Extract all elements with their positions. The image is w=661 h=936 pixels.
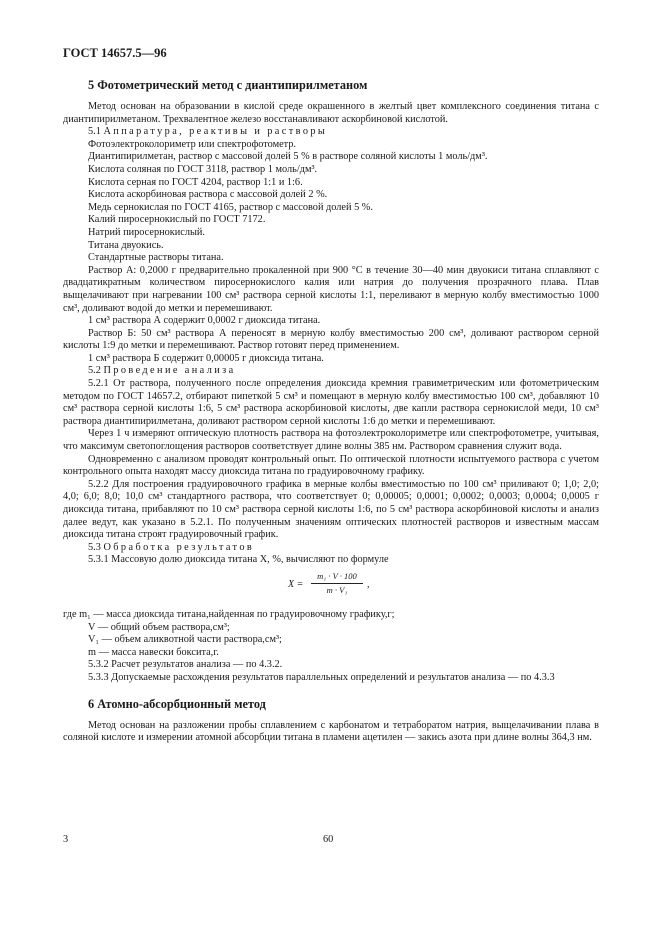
formula-tail: ,: [367, 578, 370, 590]
reagent-item: Кислота серная по ГОСТ 4204, раствор 1:1 и 1:6.: [88, 176, 303, 188]
paragraph-5-3-1: 5.3.1 Массовую долю диоксида титана X, %, вычисляют по формуле: [88, 554, 389, 566]
subsection-5-1-heading: [63, 126, 599, 139]
formula: [63, 569, 599, 603]
reagent-item: Диантипирилметан, раствор с массовой долей 5 % в растворе соляной кислоты 1 моль/дм³.: [88, 151, 488, 163]
solution-b-note: 1 см³ раствора Б содержит 0,00005 г диоксида титана.: [88, 352, 324, 364]
subsection-title: Обработка результатов: [103, 541, 255, 553]
where-item: V — общий объем раствора,см³;: [88, 621, 230, 633]
solution-b-paragraph: Раствор Б: 50 см³ раствора А переносят в мерную колбу вместимостью 200 см³, доливают раствором серной кислоты 1:9 до метки и перемешивают. Раствор готовят перед применением.: [63, 327, 599, 352]
fraction-bar: [311, 583, 363, 584]
formula-numerator: m₁ · V · 100: [317, 570, 357, 581]
reagent-item: Стандартные растворы титана.: [88, 252, 224, 264]
subsection-title: Аппаратура, реактивы и растворы: [103, 126, 328, 138]
subsection-number: 5.3: [88, 541, 104, 553]
footer-left-number: 3: [63, 834, 69, 845]
formula-lhs: X =: [288, 578, 304, 590]
paragraph-control-test: Одновременно с анализом проводят контрольный опыт. По оптической плотности испытуемого раствора с учетом контрольного опыта находят массу диоксида титана по градуировочному графику.: [63, 453, 599, 478]
reagent-item: Кислота соляная по ГОСТ 3118, раствор 1 моль/дм³.: [88, 163, 318, 175]
solution-a-paragraph: Раствор А: 0,2000 г предварительно прокаленной при 900 °С в течение 30—40 мин двуокиси титана сплавляют с двадцатикратным количеством пиросернокислого калия или натрия до получения прозрачного плава. Плав выщелачивают при нагревании 100 см³ раствора серной кислоты 1:1, переливают в мерную колбу вместимостью 1000 см³, доливают водой до метки и перемешивают.: [63, 264, 599, 314]
section-5-intro: Метод основан на образовании в кислой среде окрашенного в желтый цвет комплексного соединения титана с диантипирилметаном. Трехвалентное железо восстанавливают аскорбиновой кислотой.: [63, 101, 599, 125]
document-body: [63, 78, 599, 745]
paragraph-5-3-2: 5.3.2 Расчет результатов анализа — по 4.3.2.: [88, 659, 283, 671]
paragraph-5-2-2: 5.2.2 Для построения градуировочного графика в мерные колбы вместимостью по 100 см³ приливают 0; 1,0; 2,0; 4,0; 6,0; 8,0; 10,0 см³ стандартного раствора, что соответствует 0; 0,00005; 0,0001; 0,0002; 0,0003; 0,0004; 0,0005 г диоксида титана, прибавляют по 10 см³ раствора серной кислоты 1:6, по 5 см³ раствора аскорбиновой кислоты и анализ далее ведут, как указано в 5.2.1. По полученным значениям оптических плотностей растворов и известным массам диоксида титана строят градуировочный график.: [63, 478, 599, 541]
solution-a-note: 1 см³ раствора А содержит 0,0002 г диоксида титана.: [88, 315, 321, 327]
reagent-item: Фотоэлектроколориметр или спектрофотометр.: [88, 138, 296, 150]
page-number: 60: [323, 834, 334, 845]
document-header: ГОСТ 14657.5—96: [63, 46, 167, 60]
section-6-heading: 6 Атомно-абсорбционный метод: [88, 696, 266, 711]
subsection-5-3-heading: [63, 542, 599, 555]
subsection-title: Проведение анализа: [103, 365, 236, 377]
where-item: V₁ — объем аликвотной части раствора,см³;: [88, 634, 282, 646]
reagent-item: Натрий пиросернокислый.: [88, 226, 205, 238]
reagent-item: Медь сернокислая по ГОСТ 4165, раствор с массовой долей 5 %.: [88, 201, 373, 213]
formula-denominator: m · V₁: [326, 584, 348, 595]
subsection-5-2-heading: [63, 365, 599, 378]
paragraph-5-3-3: 5.3.3 Допускаемые расхождения результатов параллельных определений и результатов анализа — по 4.3.3: [88, 671, 555, 683]
section-5-heading: 5 Фотометрический метод с диантипирилметаном: [88, 78, 368, 92]
paragraph-measurement: Через 1 ч измеряют оптическую плотность раствора на фотоэлектроколориметре или спектрофотометре, учитывая, что максимум светопоглощения растворов соответствует длине волны 385 нм. Раствором сравнения служит вода.: [63, 428, 599, 453]
where-item: m — масса навески боксита,г.: [88, 646, 219, 658]
reagent-item: Титана двуокись.: [88, 239, 164, 251]
formula-fraction: [311, 571, 363, 596]
reagent-item: Калий пиросернокислый по ГОСТ 7172.: [88, 214, 266, 226]
paragraph-5-2-1: 5.2.1 От раствора, полученного после определения диоксида кремния гравиметрическим или фотометрическим методом по ГОСТ 14657.2, отбирают пипеткой 5 см³ и помещают в мерную колбу вместимостью 100 см³, добавляют 10 см³ раствора серной кислоты 1:6, 5 см³ раствора аскорбиновой кислоты, две капли раствора сернокислой меди, 10 см³ раствора диантипирилметана, доливают раствором серной кислоты 1:6 до метки и перемешивают.: [63, 378, 599, 427]
subsection-number: 5.2: [88, 365, 104, 377]
where-item: где m₁ — масса диоксида титана,найденная по градуировочному графику,г;: [63, 608, 395, 620]
section-6-intro: Метод основан на разложении пробы сплавлением с карбонатом и тетраборатом натрия, выщелачивании плава в соляной кислоте и измерении атомной абсорбции титана в пламени ацетилен — закись азота при длине волны 364,3 нм.: [63, 719, 599, 744]
subsection-number: 5.1: [88, 126, 104, 138]
reagent-item: Кислота аскорбиновая раствора с массовой долей 2 %.: [88, 189, 328, 201]
